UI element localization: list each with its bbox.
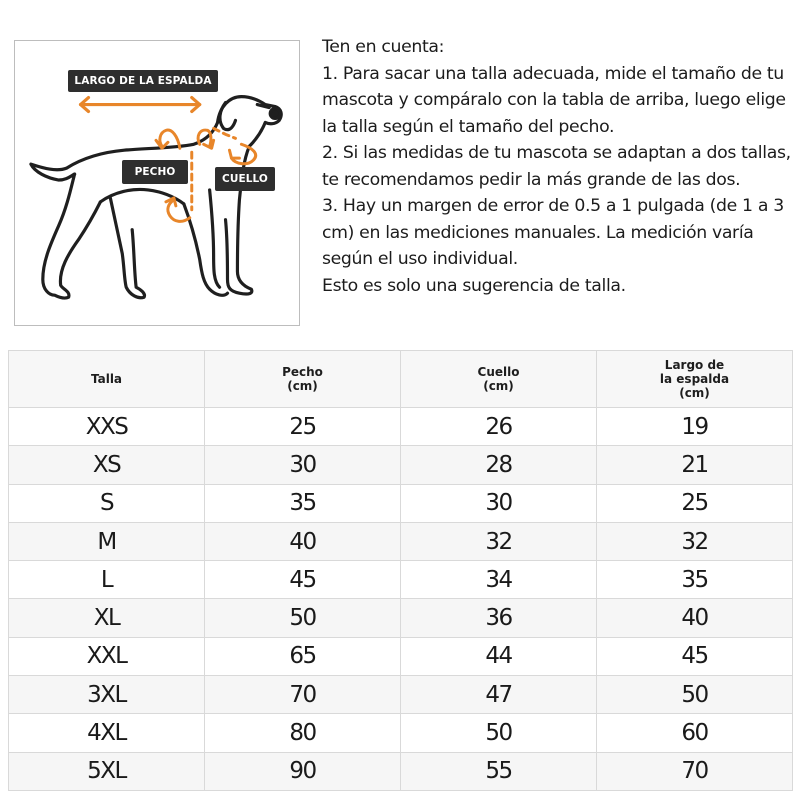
cell-size: XXL [9, 637, 205, 675]
note-item-2: 2. Si las medidas de tu mascota se adaptan a dos tallas, te recomendamos pedir la más grande de las dos. [322, 143, 791, 190]
cell-size: 3XL [9, 676, 205, 714]
cell-chest: 70 [205, 676, 401, 714]
header-chest-unit: (cm) [287, 379, 318, 393]
table-row [9, 752, 793, 790]
neck-label: CUELLO [215, 167, 275, 191]
note-item-1: 1. Para sacar una talla adecuada, mide el tamaño de tu mascota y compáralo con la tabla de arriba, luego elige la talla según el tamaño del pecho. [322, 63, 786, 137]
table-row [9, 637, 793, 675]
header-size [9, 351, 205, 408]
cell-neck: 34 [401, 561, 597, 599]
cell-chest: 65 [205, 637, 401, 675]
cell-back-length: 25 [597, 484, 793, 522]
table-row [9, 446, 793, 484]
neck-measure-arrow-icon [214, 128, 256, 163]
dog-measurement-diagram [14, 40, 300, 326]
cell-back-length: 45 [597, 637, 793, 675]
table-row [9, 676, 793, 714]
cell-neck: 28 [401, 446, 597, 484]
cell-chest: 35 [205, 484, 401, 522]
header-back-label-1: Largo de [664, 358, 725, 372]
cell-neck: 47 [401, 676, 597, 714]
header-size-label: Talla [90, 372, 123, 386]
cell-back-length: 70 [597, 752, 793, 790]
cell-size: 4XL [9, 714, 205, 752]
cell-back-length: 19 [597, 408, 793, 446]
header-neck-unit: (cm) [483, 379, 514, 393]
cell-neck: 36 [401, 599, 597, 637]
cell-back-length: 40 [597, 599, 793, 637]
table-row [9, 599, 793, 637]
cell-neck: 26 [401, 408, 597, 446]
cell-neck: 30 [401, 484, 597, 522]
note-item-3: 3. Hay un margen de error de 0.5 a 1 pulgada (de 1 a 3 cm) en las mediciones manuales. La medición varía según el uso individual. [322, 196, 784, 269]
table-header-row [9, 351, 793, 408]
back-length-arrow-icon [81, 98, 200, 112]
cell-size: XL [9, 599, 205, 637]
header-chest [205, 351, 401, 408]
header-back-length [597, 351, 793, 408]
cell-size: XS [9, 446, 205, 484]
cell-back-length: 35 [597, 561, 793, 599]
cell-chest: 40 [205, 522, 401, 560]
header-back-label-2: la espalda [659, 372, 730, 386]
header-neck [401, 351, 597, 408]
cell-chest: 90 [205, 752, 401, 790]
cell-neck: 55 [401, 752, 597, 790]
cell-chest: 30 [205, 446, 401, 484]
header-back-unit: (cm) [679, 386, 710, 400]
cell-neck: 44 [401, 637, 597, 675]
cell-size: M [9, 522, 205, 560]
cell-neck: 32 [401, 522, 597, 560]
notes-title: Ten en cuenta: [322, 37, 445, 57]
cell-chest: 45 [205, 561, 401, 599]
cell-chest: 80 [205, 714, 401, 752]
header-neck-label: Cuello [477, 365, 520, 379]
back-length-label: LARGO DE LA ESPALDA [68, 70, 218, 92]
table-row [9, 714, 793, 752]
cell-chest: 50 [205, 599, 401, 637]
header-chest-label: Pecho [282, 365, 323, 379]
cell-size: S [9, 484, 205, 522]
measurement-notes [322, 34, 800, 299]
table-row [9, 522, 793, 560]
note-item-4: Esto es solo una sugerencia de talla. [322, 275, 626, 296]
size-chart-table [8, 350, 793, 791]
table-row [9, 484, 793, 522]
chest-label: PECHO [122, 160, 188, 184]
cell-back-length: 50 [597, 676, 793, 714]
cell-size: 5XL [9, 752, 205, 790]
table-row [9, 408, 793, 446]
cell-size: XXS [9, 408, 205, 446]
cell-chest: 25 [205, 408, 401, 446]
cell-back-length: 32 [597, 522, 793, 560]
table-row [9, 561, 793, 599]
cell-neck: 50 [401, 714, 597, 752]
cell-back-length: 21 [597, 446, 793, 484]
cell-size: L [9, 561, 205, 599]
cell-back-length: 60 [597, 714, 793, 752]
